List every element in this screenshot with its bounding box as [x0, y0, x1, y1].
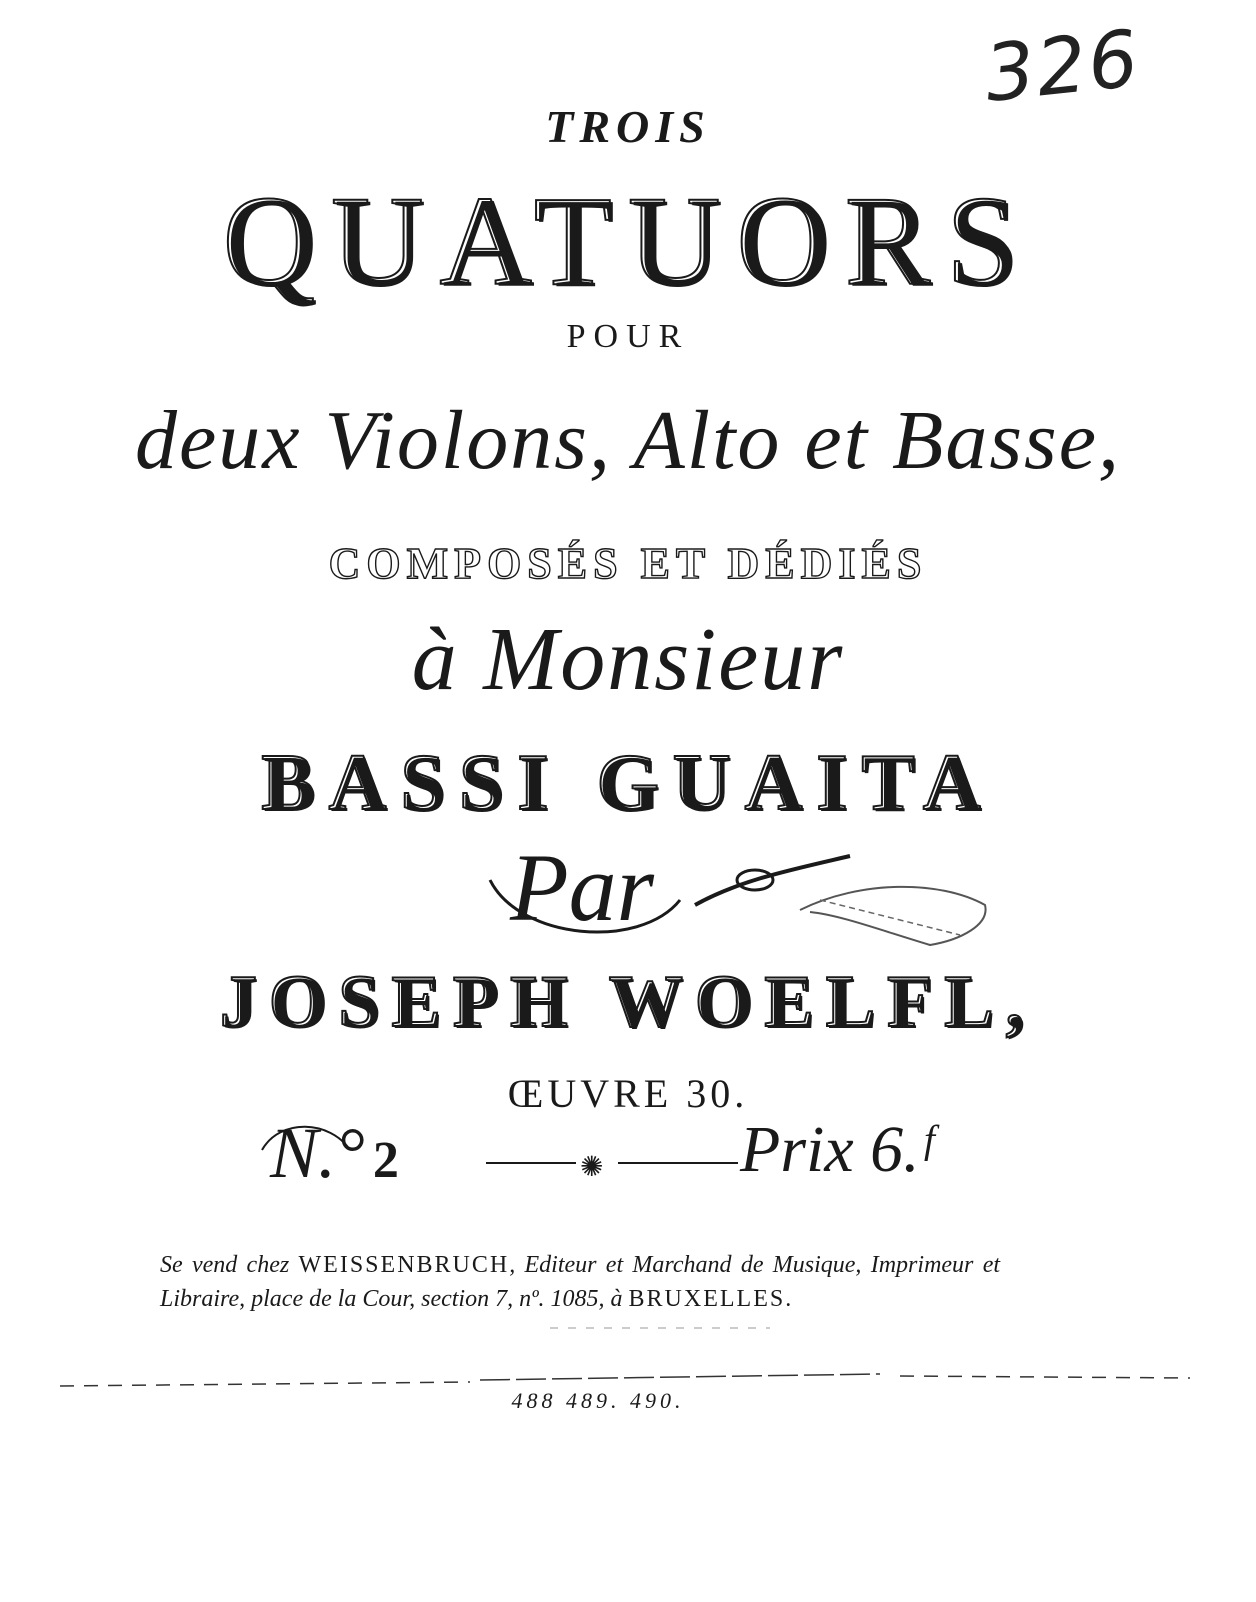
- instruments-line: deux Violons, Alto et Basse,: [134, 394, 1122, 487]
- opus-number: ŒUVRE 30.: [507, 1071, 749, 1116]
- title-pour: POUR: [566, 318, 690, 355]
- publisher-name: WEISSENBRUCH: [298, 1252, 510, 1278]
- publisher-description: , Editeur et Marchand de Musique, Imprimeur et Libraire, place de la Cour, section 7, nº. 1085, à: [160, 1252, 1001, 1312]
- rule-left: [486, 1162, 576, 1164]
- publisher-prefix: Se vend chez: [160, 1252, 290, 1278]
- title-quatuors: QUATUORS: [222, 170, 1034, 312]
- by-label: Par: [510, 834, 654, 941]
- publisher-imprint: [160, 1248, 1000, 1316]
- dedicatee-name: BASSI GUAITA: [261, 739, 995, 827]
- dedicatee-prefix: à Monsieur: [411, 610, 845, 709]
- plate-numbers: 488 489. 490.: [511, 1388, 685, 1413]
- rule-right: [618, 1162, 738, 1164]
- publisher-city: BRUXELLES.: [628, 1286, 794, 1312]
- number-value: 2: [372, 1132, 399, 1189]
- catalog-number: 326: [980, 14, 1145, 120]
- composed-dedicated: COMPOSÉS ET DÉDIÉS: [328, 539, 928, 588]
- star-ornament-icon: ✺: [580, 1152, 604, 1183]
- number-prefix: N.°: [270, 1113, 365, 1193]
- number-label: [270, 1112, 399, 1195]
- price-label: Prix 6.ᶠ: [740, 1113, 932, 1186]
- composer-name: JOSEPH WOELFL,: [219, 961, 1037, 1043]
- title-trois: TROIS: [545, 101, 711, 152]
